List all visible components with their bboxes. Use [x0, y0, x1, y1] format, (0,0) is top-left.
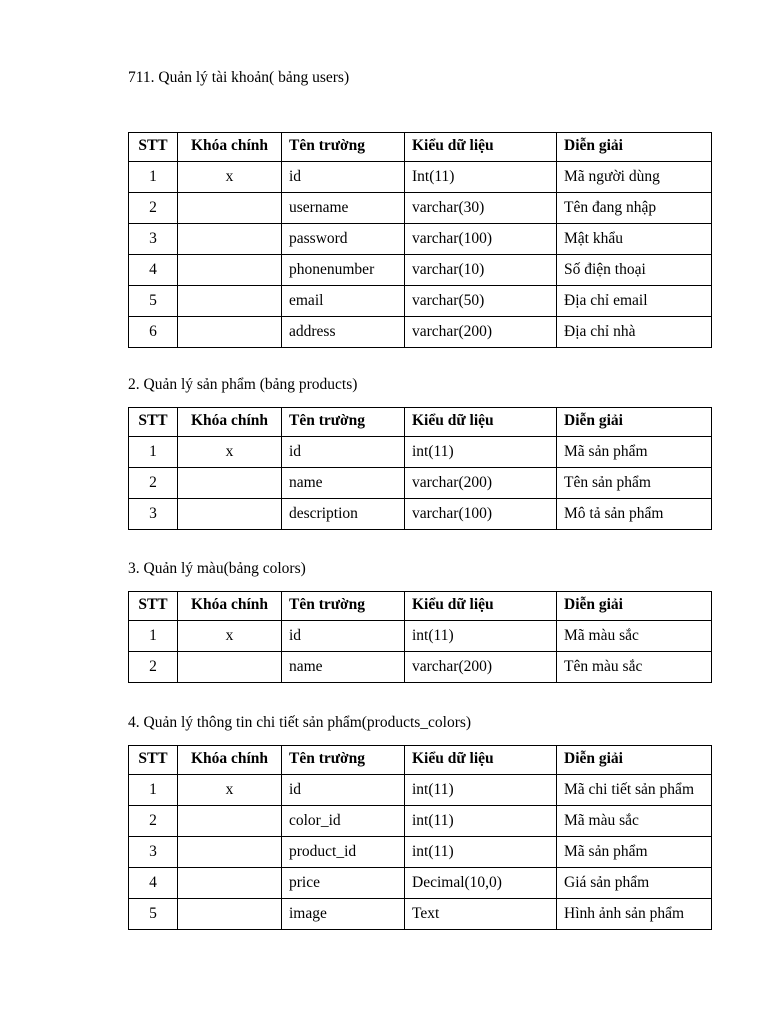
section-title-colors: 3. Quản lý màu(bảng colors) [128, 560, 306, 577]
cell-field-name: name [282, 468, 405, 499]
table-header-row [129, 133, 712, 162]
cell-field-name: id [282, 621, 405, 652]
header-data-type: Kiểu dữ liệu [405, 408, 557, 437]
cell-stt: 1 [129, 162, 178, 193]
cell-stt: 1 [129, 437, 178, 468]
header-description: Diễn giải [557, 133, 712, 162]
table-row [129, 468, 712, 499]
cell-data-type: varchar(30) [405, 193, 557, 224]
cell-stt: 2 [129, 652, 178, 683]
table-header-row [129, 408, 712, 437]
header-description: Diễn giải [557, 746, 712, 775]
table-row [129, 255, 712, 286]
cell-data-type: varchar(200) [405, 468, 557, 499]
table-row [129, 437, 712, 468]
cell-field-name: product_id [282, 837, 405, 868]
cell-stt: 3 [129, 837, 178, 868]
cell-primary-key [178, 837, 282, 868]
cell-description: Hình ảnh sản phẩm [557, 899, 712, 930]
cell-data-type: varchar(50) [405, 286, 557, 317]
table-row [129, 899, 712, 930]
cell-field-name: username [282, 193, 405, 224]
cell-stt: 5 [129, 286, 178, 317]
cell-field-name: id [282, 162, 405, 193]
cell-field-name: price [282, 868, 405, 899]
cell-primary-key [178, 806, 282, 837]
cell-primary-key [178, 255, 282, 286]
cell-data-type: Int(11) [405, 162, 557, 193]
cell-data-type: varchar(100) [405, 224, 557, 255]
table-header-row [129, 746, 712, 775]
table-row [129, 224, 712, 255]
cell-primary-key [178, 193, 282, 224]
cell-description: Số điện thoại [557, 255, 712, 286]
cell-stt: 6 [129, 317, 178, 348]
section-title-products: 2. Quản lý sản phẩm (bảng products) [128, 376, 358, 393]
header-stt: STT [129, 408, 178, 437]
cell-stt: 1 [129, 775, 178, 806]
table-products [128, 407, 712, 530]
cell-stt: 2 [129, 806, 178, 837]
cell-data-type: varchar(100) [405, 499, 557, 530]
cell-description: Tên sản phẩm [557, 468, 712, 499]
header-primary-key: Khóa chính [178, 746, 282, 775]
cell-description: Mã sản phẩm [557, 837, 712, 868]
table-users [128, 132, 712, 348]
cell-field-name: name [282, 652, 405, 683]
cell-field-name: email [282, 286, 405, 317]
table-colors [128, 591, 712, 683]
cell-description: Mã màu sắc [557, 806, 712, 837]
cell-field-name: color_id [282, 806, 405, 837]
cell-primary-key [178, 317, 282, 348]
header-field-name: Tên trường [282, 592, 405, 621]
cell-data-type: int(11) [405, 806, 557, 837]
table-products-colors [128, 745, 712, 930]
cell-field-name: image [282, 899, 405, 930]
cell-description: Mật khẩu [557, 224, 712, 255]
cell-description: Tên màu sắc [557, 652, 712, 683]
table-row [129, 837, 712, 868]
table-row [129, 499, 712, 530]
cell-primary-key [178, 652, 282, 683]
cell-description: Mã sản phẩm [557, 437, 712, 468]
header-field-name: Tên trường [282, 133, 405, 162]
cell-primary-key: x [178, 162, 282, 193]
cell-stt: 2 [129, 468, 178, 499]
cell-primary-key: x [178, 775, 282, 806]
cell-stt: 1 [129, 621, 178, 652]
cell-data-type: varchar(200) [405, 317, 557, 348]
cell-data-type: varchar(200) [405, 652, 557, 683]
cell-field-name: password [282, 224, 405, 255]
cell-description: Mã chi tiết sản phẩm [557, 775, 712, 806]
cell-data-type: int(11) [405, 621, 557, 652]
cell-stt: 3 [129, 499, 178, 530]
header-data-type: Kiểu dữ liệu [405, 592, 557, 621]
header-stt: STT [129, 133, 178, 162]
cell-stt: 4 [129, 255, 178, 286]
cell-description: Tên đang nhập [557, 193, 712, 224]
cell-primary-key [178, 286, 282, 317]
cell-primary-key [178, 224, 282, 255]
cell-data-type: Text [405, 899, 557, 930]
cell-description: Mô tả sản phẩm [557, 499, 712, 530]
cell-primary-key: x [178, 621, 282, 652]
table-row [129, 621, 712, 652]
header-data-type: Kiểu dữ liệu [405, 746, 557, 775]
cell-description: Giá sản phẩm [557, 868, 712, 899]
cell-stt: 2 [129, 193, 178, 224]
cell-description: Mã người dùng [557, 162, 712, 193]
table-row [129, 162, 712, 193]
cell-primary-key [178, 899, 282, 930]
table-header-row [129, 592, 712, 621]
cell-data-type: int(11) [405, 837, 557, 868]
section-title-products-colors: 4. Quản lý thông tin chi tiết sản phẩm(products_colors) [128, 714, 472, 731]
cell-data-type: int(11) [405, 775, 557, 806]
header-field-name: Tên trường [282, 746, 405, 775]
cell-field-name: address [282, 317, 405, 348]
header-description: Diễn giải [557, 592, 712, 621]
header-primary-key: Khóa chính [178, 592, 282, 621]
table-row [129, 868, 712, 899]
cell-primary-key: x [178, 437, 282, 468]
cell-description: Mã màu sắc [557, 621, 712, 652]
cell-primary-key [178, 499, 282, 530]
cell-field-name: description [282, 499, 405, 530]
cell-field-name: id [282, 437, 405, 468]
table-row [129, 286, 712, 317]
cell-data-type: varchar(10) [405, 255, 557, 286]
cell-data-type: int(11) [405, 437, 557, 468]
cell-stt: 5 [129, 899, 178, 930]
table-row [129, 652, 712, 683]
table-row [129, 317, 712, 348]
table-row [129, 193, 712, 224]
header-primary-key: Khóa chính [178, 133, 282, 162]
header-data-type: Kiểu dữ liệu [405, 133, 557, 162]
header-stt: STT [129, 746, 178, 775]
cell-data-type: Decimal(10,0) [405, 868, 557, 899]
header-primary-key: Khóa chính [178, 408, 282, 437]
cell-field-name: phonenumber [282, 255, 405, 286]
table-row [129, 806, 712, 837]
header-stt: STT [129, 592, 178, 621]
section-title-users: 711. Quản lý tài khoản( bảng users) [128, 69, 350, 86]
table-row [129, 775, 712, 806]
header-description: Diễn giải [557, 408, 712, 437]
header-field-name: Tên trường [282, 408, 405, 437]
cell-primary-key [178, 468, 282, 499]
cell-description: Địa chỉ email [557, 286, 712, 317]
cell-stt: 4 [129, 868, 178, 899]
cell-primary-key [178, 868, 282, 899]
cell-field-name: id [282, 775, 405, 806]
cell-description: Địa chỉ nhà [557, 317, 712, 348]
cell-stt: 3 [129, 224, 178, 255]
